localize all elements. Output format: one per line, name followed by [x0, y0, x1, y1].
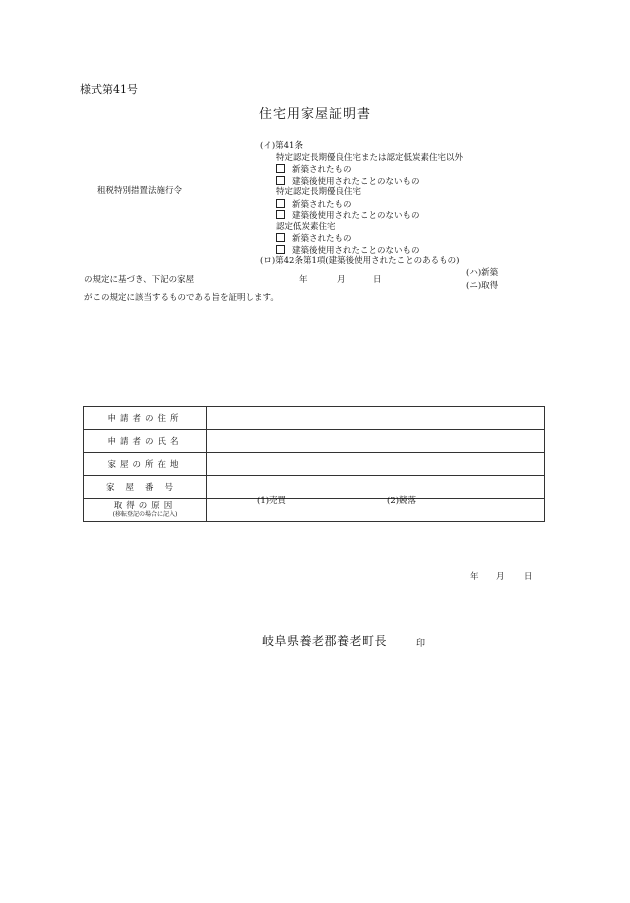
checkbox[interactable] — [276, 245, 285, 254]
date-day: 日 — [373, 275, 382, 285]
acquisition-cause-label: 取得の原因 — [113, 501, 177, 511]
issuer-name: 岐阜県養老郡養老町長 — [262, 634, 388, 648]
provision-i-c-unused: 建築後使用されたことのないもの — [260, 245, 463, 257]
provision-i-a-new: 新築されたもの — [260, 164, 463, 176]
statement-line-2: がこの規定に該当するものである旨を証明します。 — [84, 293, 279, 303]
label-house-location: 家屋の所在地 — [84, 453, 207, 476]
cause-sale[interactable]: (1)売買 — [257, 496, 287, 506]
document-title: 住宅用家屋証明書 — [258, 107, 371, 122]
statement-line-1: の規定に基づき、下記の家屋 — [84, 275, 195, 285]
label-applicant-address: 申請者の住所 — [84, 407, 207, 430]
option-ni: (ニ)取得 — [466, 281, 499, 291]
issue-date-month: 月 — [496, 572, 505, 582]
label-house-number: 家屋番号 — [84, 476, 207, 499]
table-row — [84, 430, 545, 453]
label-acquisition-cause — [84, 499, 207, 522]
field-acquisition-cause — [207, 496, 545, 522]
issue-date-year: 年 — [470, 572, 479, 582]
date-month: 月 — [337, 275, 346, 285]
provision-i-c: 認定低炭素住宅 — [276, 221, 336, 232]
checkbox[interactable] — [276, 233, 285, 242]
provision-ro: (ロ)第42条第1項(建築後使用されたことのあるもの) — [260, 256, 460, 266]
cause-auction[interactable]: (2)競落 — [387, 496, 417, 506]
checkbox[interactable] — [276, 164, 285, 173]
house-info-table — [83, 406, 545, 522]
provision-i-a: 特定認定長期優良住宅または認定低炭素住宅以外 — [276, 152, 464, 163]
field-applicant-address[interactable] — [207, 407, 545, 430]
provision-i-c-new: 新築されたもの — [260, 233, 463, 245]
field-applicant-name[interactable] — [207, 430, 545, 453]
table-row — [84, 453, 545, 476]
form-number: 様式第41号 — [80, 83, 138, 96]
provision-i-b-new: 新築されたもの — [260, 199, 463, 211]
table-row — [84, 499, 545, 522]
issue-date-day: 日 — [524, 572, 533, 582]
seal-mark: 印 — [416, 639, 426, 649]
checkbox[interactable] — [276, 176, 285, 185]
provision-i: (イ)第41条 — [260, 141, 303, 151]
date-year: 年 — [299, 275, 308, 285]
field-house-location[interactable] — [207, 453, 545, 476]
table-row — [84, 476, 545, 499]
provision-i-b: 特定認定長期優良住宅 — [276, 187, 362, 197]
provision-i-b-unused: 建築後使用されたことのないもの — [260, 210, 463, 222]
checkbox[interactable] — [276, 210, 285, 219]
law-label: 租税特別措置法施行令 — [97, 186, 183, 196]
label-applicant-name: 申請者の氏名 — [84, 430, 207, 453]
acquisition-cause-note: (移転登記の場合に記入) — [112, 511, 178, 518]
option-ha: (ハ)新築 — [466, 268, 499, 278]
table-row — [84, 407, 545, 430]
provision-i-a-unused: 建築後使用されたことのないもの — [260, 176, 463, 188]
provision-options — [260, 141, 463, 268]
checkbox[interactable] — [276, 199, 285, 208]
